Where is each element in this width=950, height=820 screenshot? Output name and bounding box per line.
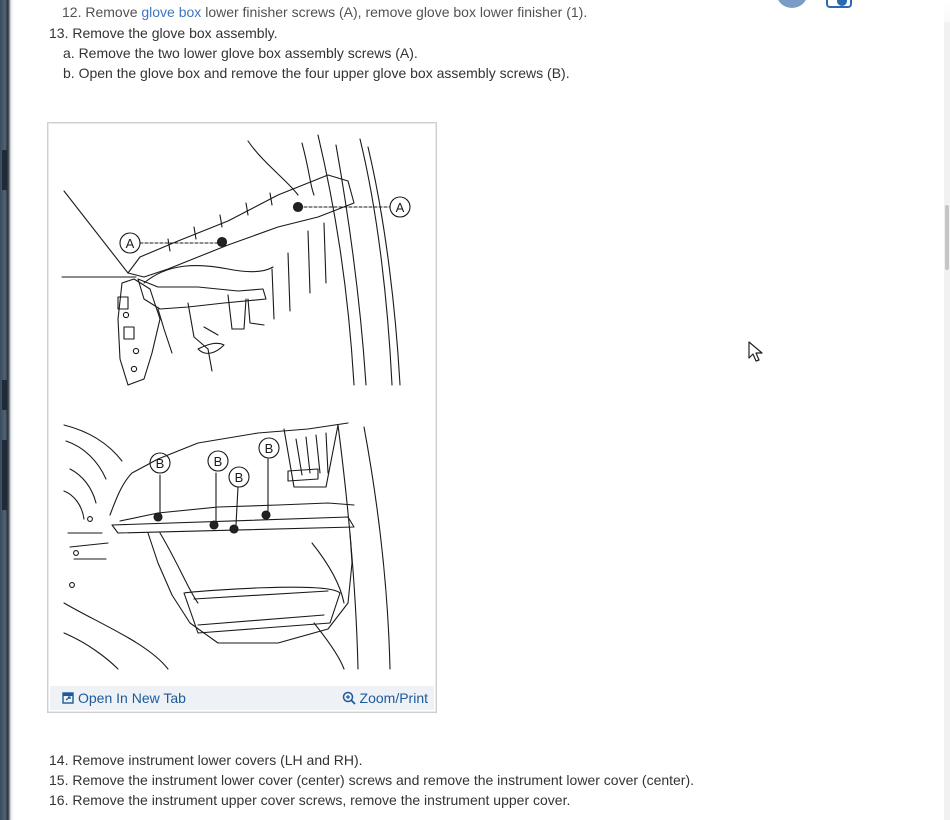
step-12-suffix: lower finisher screws (A), remove glove box lower finisher (1). [201,4,588,20]
callout-b-1: B [155,456,165,471]
left-window-edge [0,0,14,820]
user-avatar[interactable] [776,0,808,8]
step-12-partial [62,4,587,20]
vertical-scrollbar[interactable] [944,0,950,820]
glove-box-link[interactable]: glove box [141,4,202,20]
glove-box-illustration[interactable] [48,123,436,683]
open-in-new-tab-icon [62,692,74,704]
step-13b: b. Open the glove box and remove the four upper glove box assembly screws (B). [63,65,570,81]
callout-b-4: B [264,441,274,456]
step-15: 15. Remove the instrument lower cover (center) screws and remove the instrument lower cover (center). [49,772,695,788]
step-12-prefix: 12. Remove [62,4,142,20]
zoom-print-link[interactable] [342,690,428,706]
open-in-new-tab-label: Open In New Tab [78,690,186,706]
edge-mark [2,440,7,510]
step-16: 16. Remove the instrument upper cover screws, remove the instrument upper cover. [49,792,571,808]
edge-mark [2,150,7,190]
edge-mark [2,380,7,410]
top-toolbar-overlay [14,0,950,22]
callout-b-2: B [213,454,223,469]
open-in-new-tab-link[interactable] [62,690,186,706]
magnifier-zoom-icon [342,691,356,705]
mouse-pointer-icon [748,341,764,363]
glove-box-figure [47,122,437,713]
scrollbar-thumb[interactable] [945,205,949,270]
step-13a: a. Remove the two lower glove box assembly screws (A). [63,45,418,61]
callout-a-right: A [395,200,405,215]
zoom-print-label: Zoom/Print [359,690,428,706]
callout-a-left: A [125,236,135,251]
step-13: 13. Remove the glove box assembly. [49,25,278,41]
callout-b-3: B [234,470,244,485]
figure-footer [50,686,434,710]
step-14: 14. Remove instrument lower covers (LH and RH). [49,752,363,768]
